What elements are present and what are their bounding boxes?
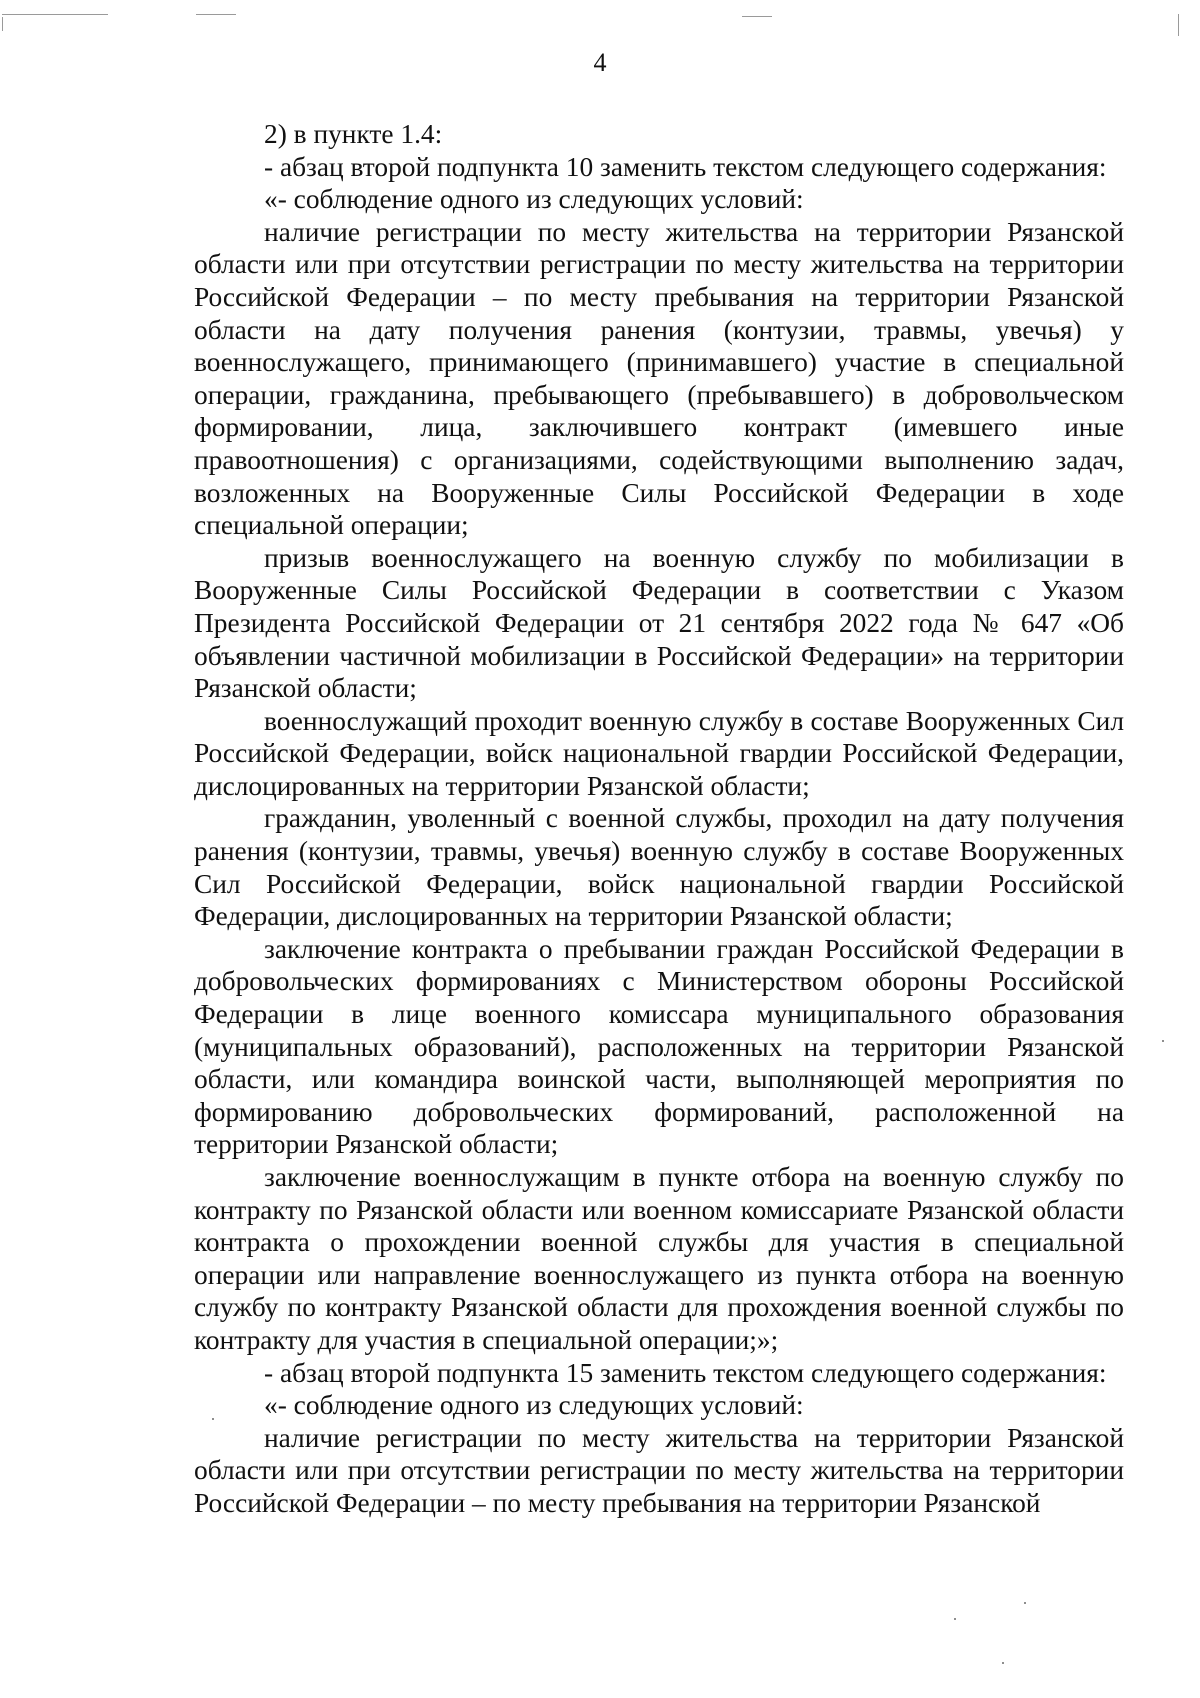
paragraph: наличие регистрации по месту жительства на территории Рязанской области или при отсутствии регистрации по месту жительства на территории Российской Федерации – по месту пребывания на территории Рязанской — [194, 1422, 1124, 1518]
page-number: 4 — [593, 48, 607, 77]
paragraph: заключение контракта о пребывании граждан Российской Федерации в добровольческих формированиях с Министерством обороны Российской Федерации в лице военного комиссара муниципального образования (муниципальных образований), расположенных на территории Рязанской области, или командира воинской части, выполняющей мероприятия по формированию добровольческих формирований, расположенной на территории Рязанской области; — [194, 933, 1124, 1160]
paragraph: «- соблюдение одного из следующих условий: — [264, 1390, 804, 1421]
scan-speck — [1024, 1602, 1026, 1604]
scan-edge-mark — [2, 17, 3, 31]
scan-edge-mark — [1178, 14, 1179, 36]
document-body — [194, 118, 1124, 1520]
paragraph: призыв военнослужащего на военную службу по мобилизации в Вооруженные Силы Российской Федерации в соответствии с Указом Президента Российской Федерации от 21 сентября 2022 года № 647 «Об объявлении частичной мобилизации в Российской Федерации» на территории Рязанской области; — [194, 542, 1124, 704]
paragraph: - абзац второй подпункта 15 заменить текстом следующего содержания: — [264, 1357, 1107, 1388]
scan-speck — [1002, 1662, 1004, 1664]
paragraph: «- соблюдение одного из следующих условий: — [264, 184, 804, 215]
paragraph: 2) в пункте 1.4: — [264, 119, 443, 149]
paragraph: - абзац второй подпункта 10 заменить текстом следующего содержания: — [264, 151, 1107, 182]
scan-speck — [1162, 1040, 1164, 1042]
paragraph: гражданин, уволенный с военной службы, проходил на дату получения ранения (контузии, травмы, увечья) военную службу в составе Вооруженных Сил Российской Федерации, войск национальной гвардии Российской Федерации, дислоцированных на территории Рязанской области; — [194, 803, 1124, 932]
scan-speck — [954, 1618, 956, 1620]
scan-edge-mark — [742, 16, 772, 17]
paragraph: военнослужащий проходит военную службу в составе Вооруженных Сил Российской Федерации, войск национальной гвардии Российской Федерации, дислоцированных на территории Рязанской области; — [194, 705, 1124, 801]
paragraph: наличие регистрации по месту жительства на территории Рязанской области или при отсутствии регистрации по месту жительства на территории Российской Федерации – по месту пребывания на территории Рязанской области на дату получения ранения (контузии, травмы, увечья) у военнослужащего, принимающего (принимавшего) участие в специальной операции, гражданина, пребывающего (пребывавшего) в добровольческом формировании, лица, заключившего контракт (имевшего иные правоотношения) с организациями, содействующими выполнению задач, возложенных на Вооруженные Силы Российской Федерации в ходе специальной операции; — [194, 216, 1124, 541]
scan-edge-mark — [196, 14, 236, 15]
paragraph: заключение военнослужащим в пункте отбора на военную службу по контракту по Рязанской области или военном комиссариате Рязанской области контракта о прохождении военной службы для участия в специальной операции или направление военнослужащего из пункта отбора на военную службу по контракту Рязанской области для прохождения военной службы по контракту для участия в специальной операции;»; — [194, 1162, 1124, 1355]
scan-edge-mark — [2, 14, 108, 15]
